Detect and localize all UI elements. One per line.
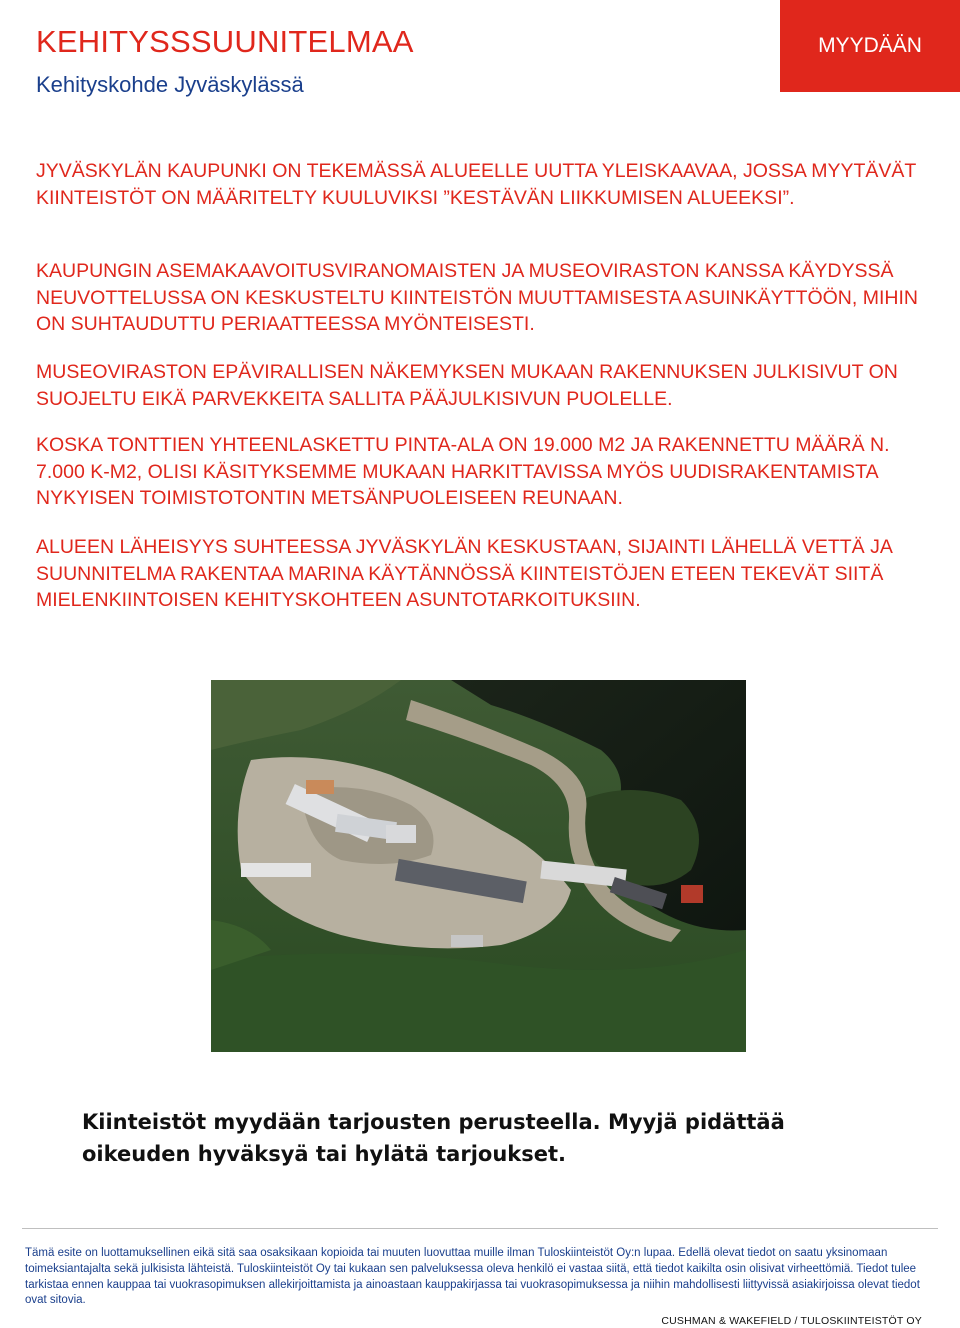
for-sale-badge-label: MYYDÄÄN: [818, 34, 922, 57]
for-sale-badge: [780, 0, 960, 92]
paragraph-facade-protection: MUSEOVIRASTON EPÄVIRALLISEN NÄKEMYKSEN MUKAAN RAKENNUKSEN JULKISIVUT ON SUOJELTU EIKÄ PARVEKKEITA SALLITA PÄÄJULKISIVUN PUOLELLE.: [36, 361, 898, 410]
aerial-photo: [211, 680, 746, 1052]
page-title: KEHITYSSSUUNITELMAA: [36, 24, 414, 59]
page-subtitle: Kehityskohde Jyväskylässä: [36, 72, 304, 97]
footer-divider: [22, 1228, 938, 1229]
paragraph-plot-area: KOSKA TONTTIEN YHTEENLASKETTU PINTA-ALA ON 19.000 M2 JA RAKENNETTU MÄÄRÄ N. 7.000 K-M2, OLISI KÄSITYKSEMME MUKAAN HARKITTAVISSA MYÖS UUDISRAKENTAMISTA NYKYISEN TOIMISTOTONTIN METSÄNPUOLEISEEN REUNAAN.: [36, 434, 890, 509]
disclaimer-text: Tämä esite on luottamuksellinen eikä sitä saa osaksikaan kopioida tai muuten luovuttaa muille ilman Tuloskiinteistöt Oy:n lupaa. Edellä olevat tiedot on saatu yksinomaan toimeksiantajalta sekä julkisista lähteistä. Tuloskiinteistöt Oy tai kukaan sen palveluksessa oleva henkilö ei vastaa siitä, että tiedot kaikilta osin olisivat virheettömiä. Tiedot tulee tarkistaa ennen kauppaa tai vuokrasopimuksen allekirjoittamista ja ainoastaan kauppakirjassa tai vuokrasopimuksessa ja niihin mahdollisesti liittyvissä asiakirjoissa olevat tiedot ovat sitovia.: [25, 1247, 920, 1307]
paragraph-location: ALUEEN LÄHEISYYS SUHTEESSA JYVÄSKYLÄN KESKUSTAAN, SIJAINTI LÄHELLÄ VETTÄ JA SUUNNITELMA RAKENTAA MARINA KÄYTÄNNÖSSÄ KIINTEISTÖJEN ETEEN TEKEVÄT SIITÄ MIELENKIINTOISEN KEHITYSKOHTEEN ASUNTOTARKOITUKSIIN.: [36, 536, 892, 611]
company-name: CUSHMAN & WAKEFIELD / TULOSKIINTEISTÖT OY: [661, 1315, 922, 1327]
sale-notice: Kiinteistöt myydään tarjousten perusteella. Myyjä pidättää oikeuden hyväksyä tai hylätä tarjoukset.: [82, 1110, 785, 1166]
paragraph-negotiations: KAUPUNGIN ASEMAKAAVOITUSVIRANOMAISTEN JA MUSEOVIRASTON KANSSA KÄYDYSSÄ NEUVOTTELUSSA ON KESKUSTELTU KIINTEISTÖN MUUTTAMISESTA ASUINKÄYTTÖÖN, MIHIN ON SUHTAUDUTTU PERIAATTEESSA MYÖNTEISESTI.: [36, 260, 918, 335]
paragraph-zoning: JYVÄSKYLÄN KAUPUNKI ON TEKEMÄSSÄ ALUEELLE UUTTA YLEISKAAVAA, JOSSA MYYTÄVÄT KIINTEISTÖT ON MÄÄRITELTY KUULUVIKSI ”KESTÄVÄN LIIKKUMISEN ALUEEKSI”.: [36, 160, 916, 209]
